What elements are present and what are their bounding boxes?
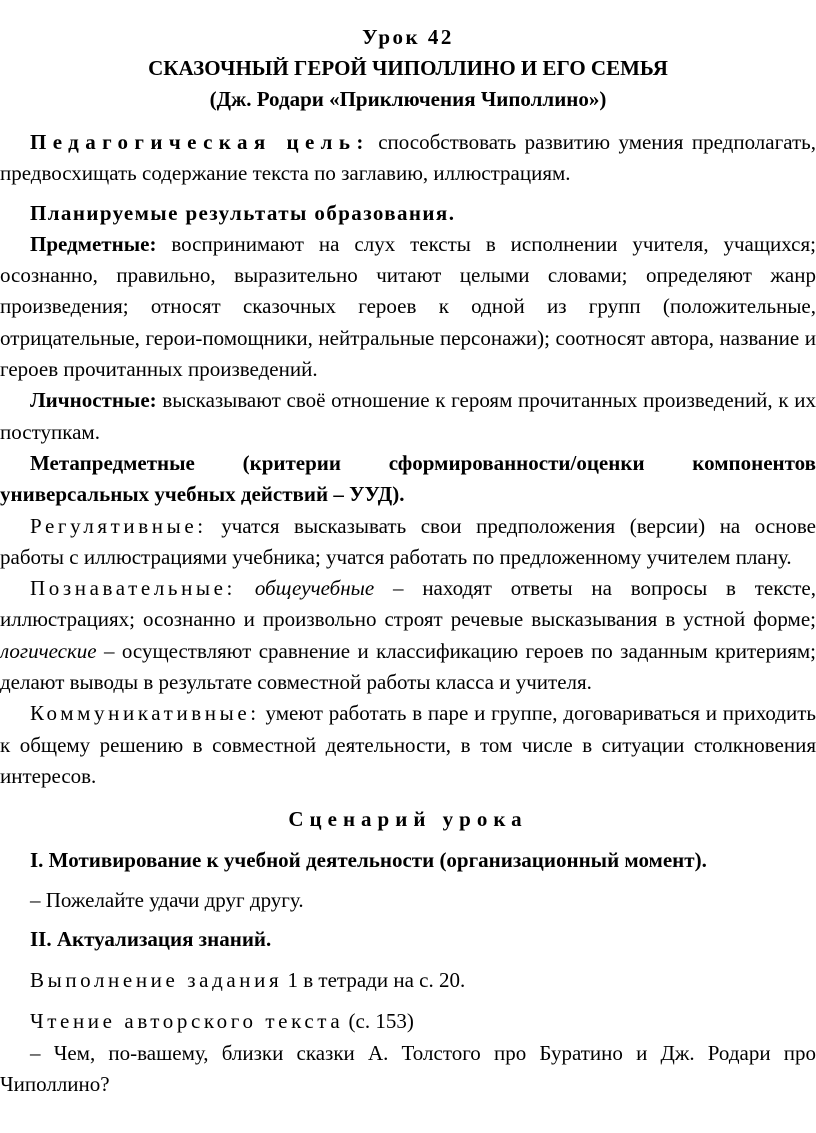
meta-results-label: Метапредметные (критерии сформированности/оценки компонентов универсальных учебных действий – УУД). [0, 450, 816, 507]
lesson-title: СКАЗОЧНЫЙ ГЕРОЙ ЧИПОЛЛИНО И ЕГО СЕМЬЯ [148, 56, 668, 80]
reading-line [0, 1006, 816, 1037]
stage-1-heading: I. Мотивирование к учебной деятельности (организационный момент). [30, 848, 707, 873]
task-line [0, 965, 816, 996]
scenario-heading: Сценарий урока [288, 807, 528, 832]
communicative-results [0, 698, 816, 792]
cognitive-general-text: – находят ответы на вопросы в тексте, иллюстрациях; осознанно и произвольно строят речевые высказывания в устной форме; [0, 576, 816, 632]
subject-results-text: воспринимают на слух тексты в исполнении учителя, учащихся; осознанно, правильно, выразительно читают целыми словами; определяют жанр произведения; относят сказочных героев к одной из групп (положительные, отрицательные, герои-помощники, нейтральные персонажи); соотносят автора, название и героев прочитанных произведений. [0, 231, 816, 382]
subject-results [0, 229, 816, 385]
lesson-title-block [0, 22, 816, 115]
personal-results-label: Личностные: [30, 388, 157, 413]
cognitive-results [0, 573, 816, 698]
lesson-number: Урок 42 [362, 25, 454, 49]
meta-results-heading [0, 448, 816, 511]
reading-text: (с. 153) [343, 1009, 414, 1034]
personal-results [0, 385, 816, 448]
regulative-label: Регулятивные: [30, 513, 207, 538]
communicative-label: Коммуникативные: [30, 701, 260, 726]
task-text: 1 в тетради на с. 20. [282, 968, 466, 993]
lesson-subtitle: (Дж. Родари «Приключения Чиполлино») [209, 87, 607, 111]
regulative-results [0, 511, 816, 574]
cognitive-logical-text: – осуществляют сравнение и классификацию героев по заданным критериям; делают выводы в результате совместной работы класса и учителя. [0, 638, 816, 695]
cognitive-logical-label: логические [0, 638, 97, 663]
reading-label: Чтение авторского текста [30, 1009, 344, 1034]
stage-2-heading: II. Актуализация знаний. [30, 926, 272, 951]
pedagogical-goal-label: Педагогическая цель: [30, 130, 370, 154]
planned-results-label: Планируемые результаты образования. [30, 200, 456, 225]
cognitive-label: Познавательные: [30, 576, 236, 601]
planned-results-heading [0, 198, 816, 229]
stage-1-line: – Пожелайте удачи друг другу. [30, 887, 304, 912]
subject-results-label: Предметные: [30, 231, 157, 256]
pedagogical-goal-text: способствовать развитию умения предполагать, предвосхищать содержание текста по заглавию, иллюстрациям. [0, 130, 816, 186]
communicative-text: умеют работать в паре и группе, договариваться и приходить к общему решению в совместной деятельности, в том числе в ситуации столкновения интересов. [0, 701, 816, 788]
personal-results-text: высказывают своё отношение к героям прочитанных произведений, к их поступкам. [0, 388, 816, 444]
task-label: Выполнение задания [30, 968, 283, 993]
regulative-text: учатся высказывать свои предположения (версии) на основе работы с иллюстрациями учебника; учатся работать по предложенному учителем плану. [0, 513, 816, 569]
question-paragraph: – Чем, по-вашему, близки сказки А. Толстого про Буратино и Дж. Родари про Чиполлино? [0, 1040, 816, 1097]
pedagogical-goal [0, 127, 816, 190]
cognitive-general-label: общеучебные [254, 576, 375, 601]
